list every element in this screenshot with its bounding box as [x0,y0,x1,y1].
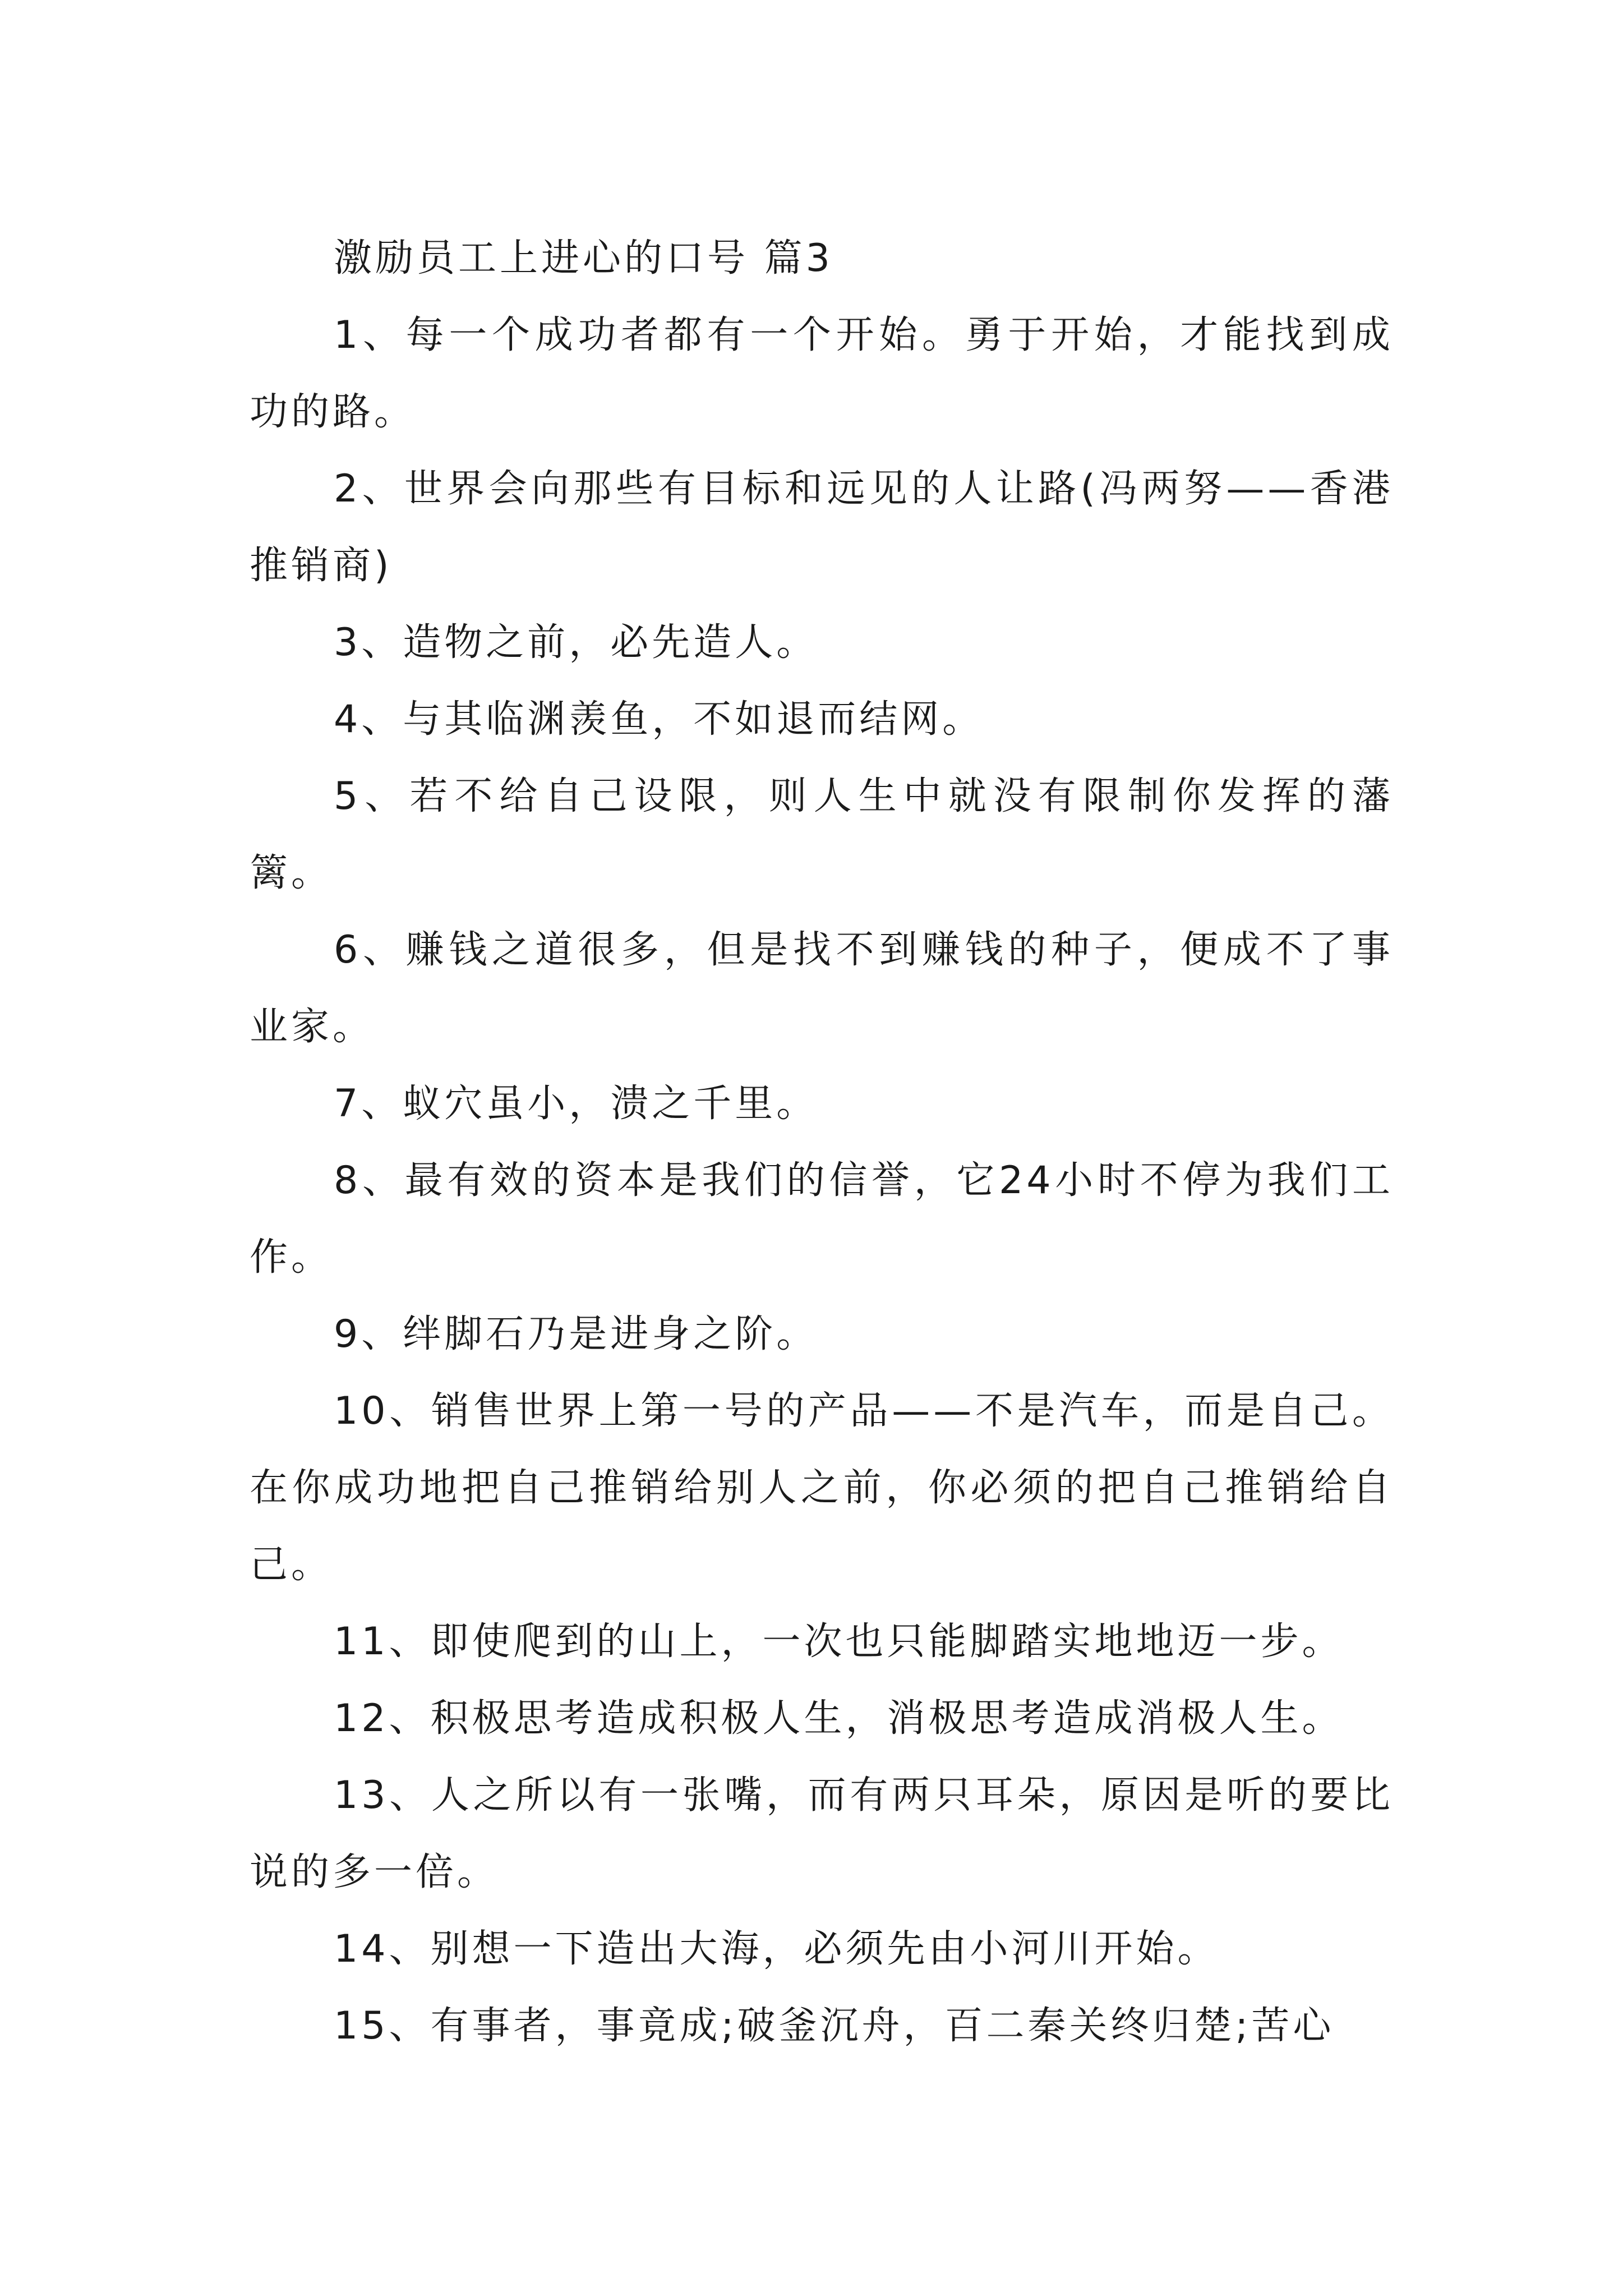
slogan-paragraph-14: 14、别想一下造出大海，必须先由小河川开始。 [334,1927,1219,1971]
slogan-paragraph-15: 15、有事者，事竟成;破釜沉舟，百二秦关终归楚;苦心 [334,2004,1335,2048]
slogan-paragraph-2: 2、世界会向那些有目标和远见的人让路(冯两努——香港推销商) [250,467,1394,588]
slogan-paragraph-7: 7、蚁穴虽小，溃之千里。 [334,1082,818,1126]
slogan-paragraph-10: 10、销售世界上第一号的产品——不是汽车，而是自己。在你成功地把自己推销给别人之前，你必须的把自己推销给自己。 [250,1389,1394,1587]
slogan-paragraph-1: 1、每一个成功者都有一个开始。勇于开始，才能找到成功的路。 [250,313,1394,434]
slogan-paragraph-12: 12、积极思考造成积极人生，消极思考造成消极人生。 [334,1696,1344,1741]
slogan-paragraph-11: 11、即使爬到的山上，一次也只能脚踏实地地迈一步。 [334,1619,1344,1664]
slogan-paragraph-3: 3、造物之前，必先造人。 [334,620,818,665]
slogan-paragraph-6: 6、赚钱之道很多，但是找不到赚钱的种子，便成不了事业家。 [250,928,1394,1049]
document-body [250,220,1394,2064]
slogan-paragraph-5: 5、若不给自己设限，则人生中就没有限制你发挥的藩篱。 [250,774,1394,895]
document-title: 激励员工上进心的口号 篇3 [334,236,833,280]
slogan-paragraph-13: 13、人之所以有一张嘴，而有两只耳朵，原因是听的要比说的多一倍。 [250,1773,1394,1894]
slogan-paragraph-8: 8、最有效的资本是我们的信誉，它24小时不停为我们工作。 [250,1158,1394,1280]
slogan-paragraph-4: 4、与其临渊羡鱼，不如退而结网。 [334,697,984,742]
slogan-paragraph-9: 9、绊脚石乃是进身之阶。 [334,1312,818,1356]
